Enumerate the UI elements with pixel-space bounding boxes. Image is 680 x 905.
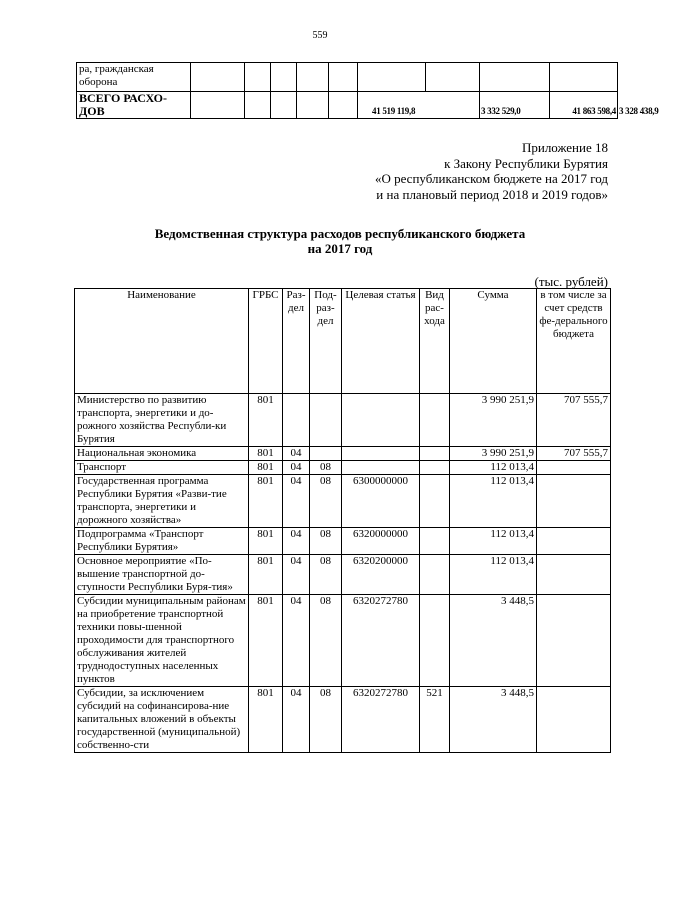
row-federal: 707 555,7 <box>537 394 611 447</box>
row-expense-type <box>420 555 450 595</box>
row-sum: 112 013,4 <box>450 528 537 555</box>
row-grbs: 801 <box>249 687 283 753</box>
row-podrazdel: 08 <box>310 528 342 555</box>
document-title <box>0 226 680 256</box>
table-row <box>75 528 611 555</box>
table-row <box>77 63 618 92</box>
row-podrazdel: 08 <box>310 687 342 753</box>
title-line: на 2017 год <box>307 241 373 256</box>
row-target-article: 6320000000 <box>342 528 420 555</box>
row-grbs: 801 <box>249 528 283 555</box>
row-grbs: 801 <box>249 394 283 447</box>
total-sum-fed: 3 332 529,0 <box>480 92 550 119</box>
appendix-line: к Закону Республики Бурятия <box>444 155 608 171</box>
row-name: Транспорт <box>75 461 249 475</box>
row-federal <box>537 475 611 528</box>
row-federal <box>537 555 611 595</box>
header-name: Наименование <box>75 289 249 394</box>
appendix-line: «О республиканском бюджете на 2017 год <box>374 171 608 186</box>
row-federal <box>537 687 611 753</box>
continuation-table <box>76 62 659 119</box>
row-podrazdel <box>310 447 342 461</box>
row-target-article: 6320200000 <box>342 555 420 595</box>
table-row <box>75 447 611 461</box>
row-name: Национальная экономика <box>75 447 249 461</box>
title-line: Ведомственная структура расходов республиканского бюджета <box>154 226 526 241</box>
row-razdel: 04 <box>283 595 310 687</box>
expenditure-table <box>74 288 611 753</box>
row-target-article <box>342 394 420 447</box>
row-expense-type <box>420 461 450 475</box>
row-sum: 3 448,5 <box>450 595 537 687</box>
row-grbs: 801 <box>249 461 283 475</box>
row-target-article: 6320272780 <box>342 687 420 753</box>
appendix-line: и на плановый период 2018 и 2019 годов» <box>376 186 608 202</box>
header-sum: Сумма <box>450 289 537 394</box>
total-sum: 41 519 119,8 <box>358 92 480 119</box>
table-row <box>75 687 611 753</box>
row-federal <box>537 595 611 687</box>
row-expense-type <box>420 475 450 528</box>
row-podrazdel: 08 <box>310 475 342 528</box>
row-razdel: 04 <box>283 528 310 555</box>
row-razdel: 04 <box>283 461 310 475</box>
row-sum: 3 990 251,9 <box>450 447 537 461</box>
row-name: Государственная программа Республики Бурятия «Разви-тие транспорта, энергетики и дорожного хозяйства» <box>75 475 249 528</box>
row-expense-type <box>420 394 450 447</box>
row-sum: 112 013,4 <box>450 555 537 595</box>
row-expense-type <box>420 447 450 461</box>
row-podrazdel <box>310 394 342 447</box>
row-razdel: 04 <box>283 687 310 753</box>
row-federal <box>537 528 611 555</box>
row-expense-type <box>420 528 450 555</box>
units-label: (тыс. рублей) <box>534 274 608 289</box>
table-row <box>75 475 611 528</box>
row-target-article <box>342 447 420 461</box>
row-target-article <box>342 461 420 475</box>
row-label: ра, гражданская оборона <box>77 63 191 92</box>
row-name: Субсидии, за исключением субсидий на софинансирова-ние капитальных вложений в объекты государственной (муниципальной) собственно-сти <box>75 687 249 753</box>
row-grbs: 801 <box>249 475 283 528</box>
row-expense-type: 521 <box>420 687 450 753</box>
total-row: ВСЕГО РАСХО-ДОВ 41 519 119,8 3 332 529,0 41 863 598,4 3 328 438,9 <box>77 92 618 119</box>
table-row <box>75 595 611 687</box>
row-grbs: 801 <box>249 595 283 687</box>
header-target-article: Целевая статья <box>342 289 420 394</box>
row-federal <box>537 461 611 475</box>
row-sum: 3 448,5 <box>450 687 537 753</box>
appendix-line: Приложение 18 <box>521 140 608 155</box>
row-grbs: 801 <box>249 555 283 595</box>
header-expense-type: Вид рас-хода <box>420 289 450 394</box>
row-sum: 3 990 251,9 <box>450 394 537 447</box>
header-razdel: Раз-дел <box>283 289 310 394</box>
row-razdel <box>283 394 310 447</box>
table-row <box>75 461 611 475</box>
row-target-article: 6300000000 <box>342 475 420 528</box>
row-target-article: 6320272780 <box>342 595 420 687</box>
row-razdel: 04 <box>283 555 310 595</box>
row-name: Основное мероприятие «По-вышение транспортной до-ступности Республики Буря-тия» <box>75 555 249 595</box>
row-expense-type <box>420 595 450 687</box>
row-podrazdel: 08 <box>310 461 342 475</box>
row-podrazdel: 08 <box>310 555 342 595</box>
total-sum-2018: 41 863 598,4 <box>550 92 618 119</box>
row-federal: 707 555,7 <box>537 447 611 461</box>
header-federal: в том числе за счет средств фе-дерального бюджета <box>537 289 611 394</box>
row-sum: 112 013,4 <box>450 475 537 528</box>
row-name: Подпрограмма «Транспорт Республики Бурятия» <box>75 528 249 555</box>
total-label: ВСЕГО РАСХО-ДОВ <box>77 92 191 119</box>
row-name: Субсидии муниципальным районам на приобретение транспортной техники повы-шенной проходимости для транспортного обслуживания жителей труднодоступных населенных пунктов <box>75 595 249 687</box>
row-razdel: 04 <box>283 475 310 528</box>
appendix-heading <box>375 140 608 202</box>
row-podrazdel: 08 <box>310 595 342 687</box>
row-razdel: 04 <box>283 447 310 461</box>
header-grbs: ГРБС <box>249 289 283 394</box>
header-podrazdel: Под-раз-дел <box>310 289 342 394</box>
table-row <box>75 394 611 447</box>
row-name: Министерство по развитию транспорта, энергетики и до-рожного хозяйства Республи-ки Бурятия <box>75 394 249 447</box>
page-number: 559 <box>312 30 328 41</box>
header-row <box>75 289 611 394</box>
table-row <box>75 555 611 595</box>
row-grbs: 801 <box>249 447 283 461</box>
row-sum: 112 013,4 <box>450 461 537 475</box>
